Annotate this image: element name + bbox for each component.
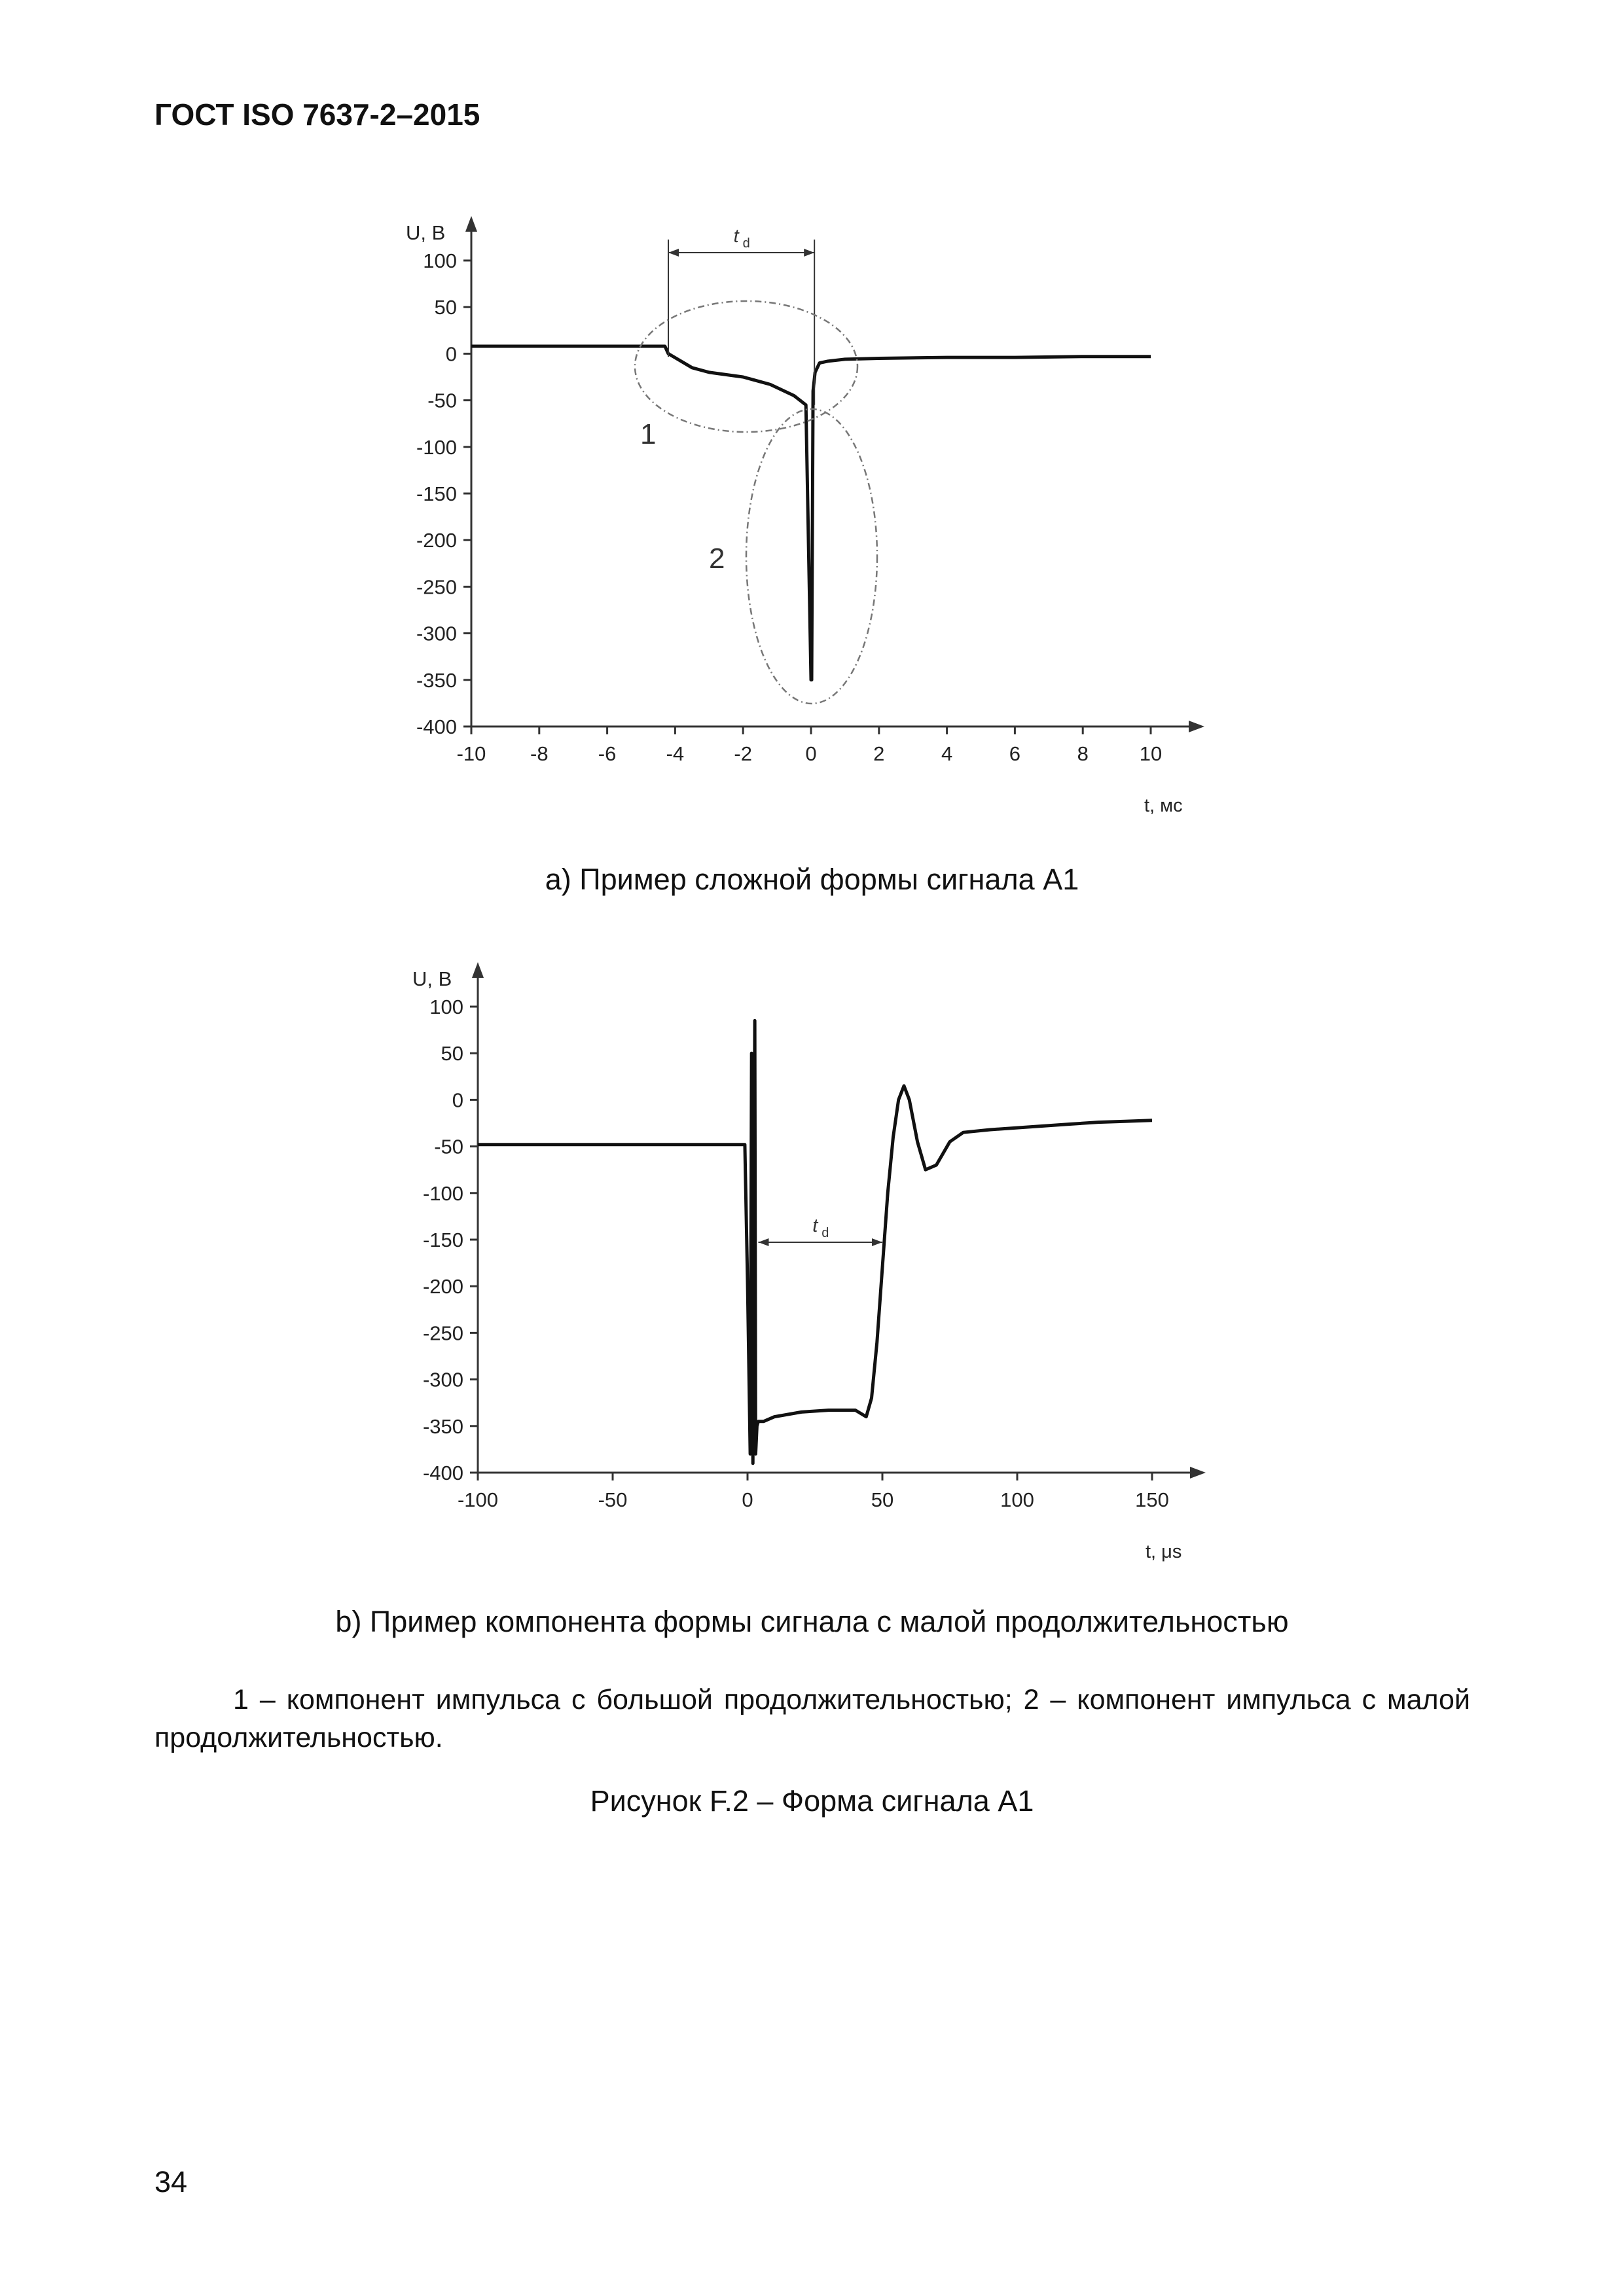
- x-tick-label: 50: [871, 1488, 894, 1511]
- signal-trace: [471, 346, 1151, 680]
- chart-b: [0, 936, 1624, 1590]
- td-arrow-right: [872, 1238, 882, 1246]
- y-tick-label: -100: [416, 435, 457, 459]
- y-axis-label: U, В: [406, 221, 446, 244]
- y-axis-arrow: [472, 962, 484, 978]
- y-tick-label: -200: [416, 529, 457, 552]
- y-tick-label: 100: [423, 249, 457, 272]
- y-tick-label: -150: [422, 1229, 463, 1251]
- x-tick-label: -50: [598, 1488, 628, 1511]
- x-tick-label: 0: [742, 1488, 753, 1511]
- x-axis-label: t, мс: [1144, 795, 1183, 816]
- figure-legend: 1 – компонент импульса с большой продолжительностью; 2 – компонент импульса с малой продолжительностью.: [154, 1684, 1470, 1753]
- page-number: 34: [154, 2165, 188, 2198]
- y-tick-label: -350: [422, 1414, 463, 1438]
- y-tick-label: -250: [422, 1321, 463, 1345]
- x-tick-label: 2: [873, 742, 885, 765]
- caption-a: a) Пример сложной формы сигнала А1: [545, 863, 1079, 896]
- y-tick-label: -350: [416, 668, 457, 692]
- y-tick-label: 50: [441, 1042, 463, 1066]
- chart-a: [0, 190, 1624, 844]
- caption-b: b) Пример компонента формы сигнала с малой продолжительностью: [335, 1605, 1289, 1638]
- y-tick-label: -300: [422, 1368, 463, 1391]
- y-tick-label: -200: [422, 1275, 463, 1299]
- y-tick-label: 0: [452, 1088, 463, 1112]
- y-tick-label: -50: [427, 389, 457, 412]
- y-tick-label: 100: [429, 996, 463, 1018]
- x-tick-label: -2: [734, 742, 752, 765]
- td-arrow-left: [758, 1238, 768, 1246]
- figure-caption: Рисунок F.2 – Форма сигнала А1: [590, 1784, 1034, 1818]
- document-header: ГОСТ ISO 7637-2–2015: [154, 98, 480, 132]
- x-tick-label: -100: [457, 1488, 499, 1511]
- x-tick-label: 10: [1139, 742, 1163, 765]
- region-2-label: 2: [709, 543, 725, 575]
- td-label-subscript: d: [821, 1226, 829, 1240]
- y-tick-label: -300: [416, 622, 457, 645]
- x-axis-arrow: [1190, 1467, 1206, 1479]
- x-tick-label: -4: [666, 742, 685, 765]
- x-tick-label: -10: [456, 742, 486, 765]
- y-tick-label: -100: [422, 1181, 463, 1205]
- td-label: t: [733, 226, 739, 247]
- y-tick-label: 0: [445, 342, 457, 366]
- y-axis-arrow: [465, 216, 477, 232]
- x-tick-label: 4: [941, 742, 953, 765]
- td-label-subscript: d: [742, 236, 750, 251]
- x-tick-label: 0: [805, 742, 817, 765]
- x-tick-label: 8: [1077, 742, 1089, 765]
- td-arrow-left: [668, 249, 679, 257]
- x-tick-label: 100: [1000, 1488, 1034, 1511]
- x-tick-label: 6: [1009, 742, 1021, 765]
- y-tick-label: -400: [416, 715, 457, 738]
- y-tick-label: -400: [422, 1462, 463, 1484]
- y-tick-label: 50: [434, 296, 457, 319]
- x-tick-label: -6: [598, 742, 617, 765]
- x-tick-label: 150: [1135, 1488, 1169, 1511]
- x-axis-arrow: [1189, 721, 1204, 732]
- y-tick-label: -150: [416, 482, 457, 505]
- y-tick-label: -50: [434, 1135, 463, 1158]
- region-1-ellipse: [635, 301, 857, 432]
- y-axis-label: U, В: [412, 967, 452, 990]
- td-arrow-right: [804, 249, 814, 257]
- y-tick-label: -250: [416, 575, 457, 599]
- region-1-label: 1: [640, 418, 657, 450]
- x-axis-label: t, μs: [1146, 1541, 1182, 1562]
- td-label: t: [812, 1215, 818, 1236]
- x-tick-label: -8: [530, 742, 549, 765]
